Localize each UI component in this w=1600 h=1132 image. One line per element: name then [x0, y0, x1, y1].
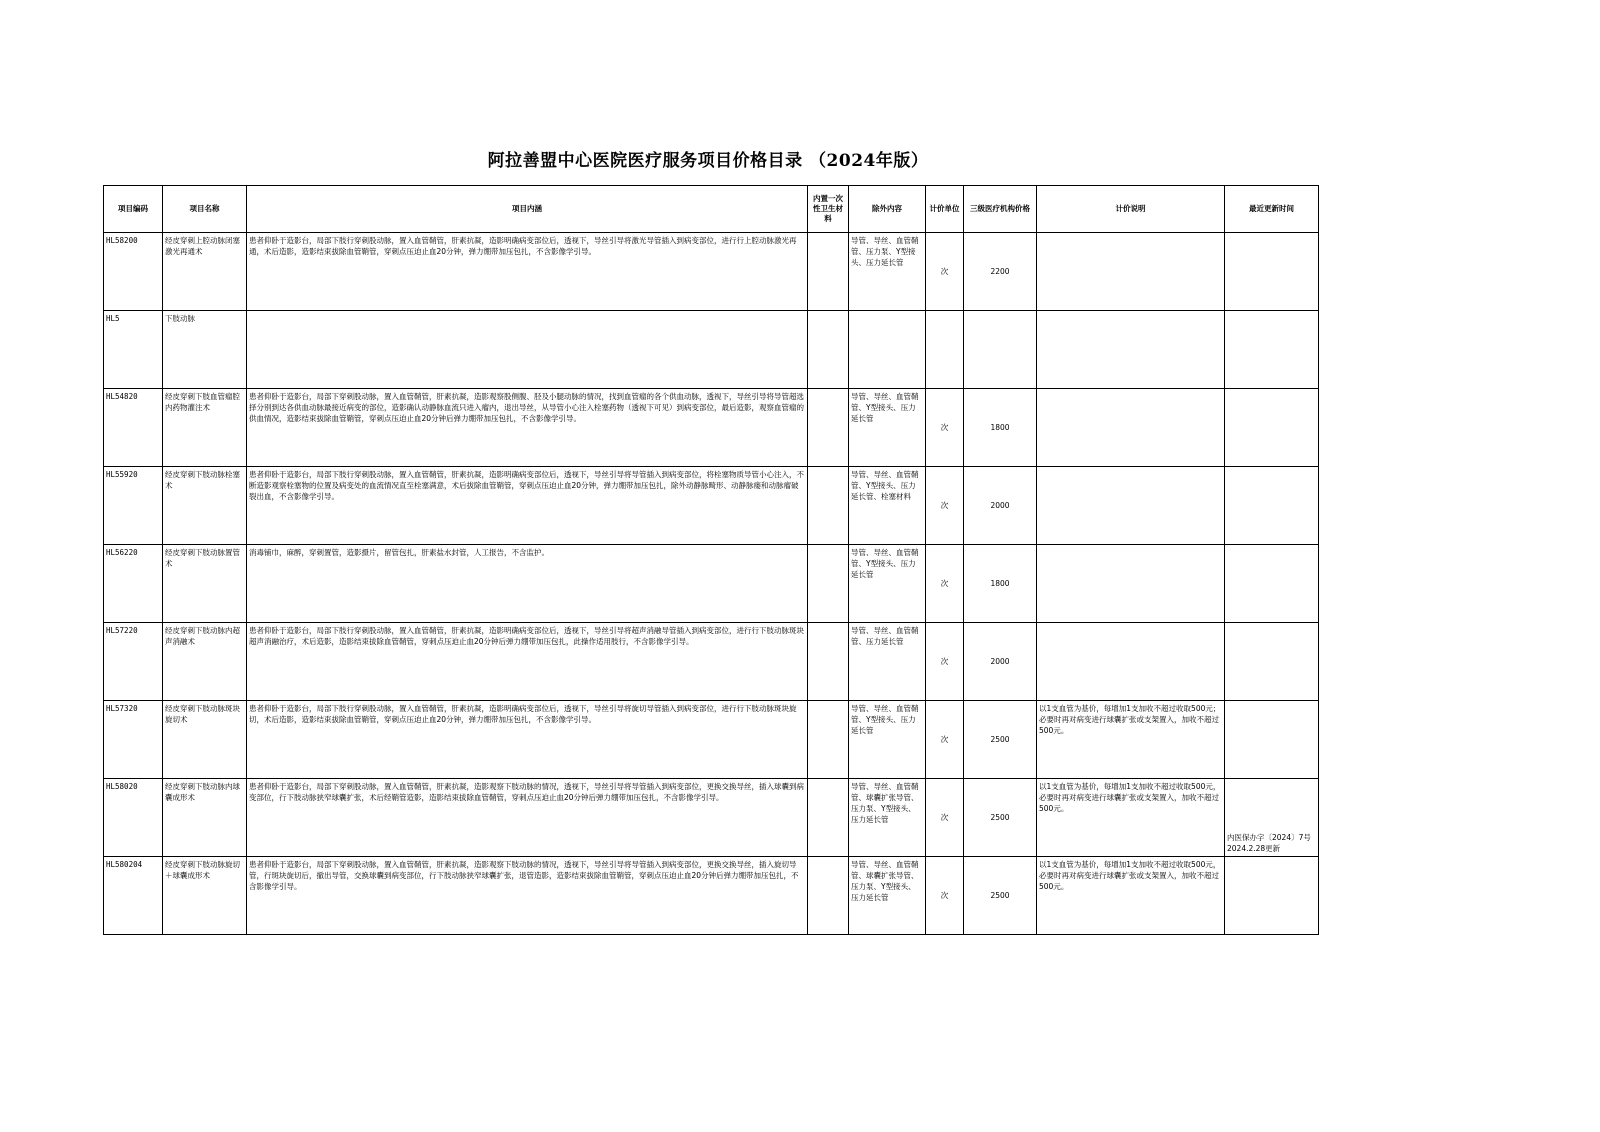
cell-name: 经皮穿刺下肢动脉内超声消融术 [163, 623, 247, 701]
cell-updated [1225, 545, 1319, 623]
cell-content: 患者仰卧于造影台，局部下穿刺股动脉，置入血管鞘管，肝素抗凝，造影观察股侧腹、胫及小腿动脉的情况，找到血管瘤的各个供血动脉，透视下，导丝引导将导管超选择分别到达各供血动脉最接近病变的部位，造影确认动静脉血流只进入瘤内，退出导丝，从导管小心注入栓塞药物（透视下可见）到病变部位，最后造影，观察血管瘤的供血情况，造影结束拔除血管鞘管，穿刺点压迫止血20分钟后弹力绷带加压包扎，不含影像学引导。 [247, 389, 808, 467]
cell-notes [1037, 233, 1225, 311]
cell-name: 经皮穿刺上腔动脉闭塞激光再通术 [163, 233, 247, 311]
table-row [104, 701, 1319, 779]
cell-consumable [808, 623, 849, 701]
cell-excluded [849, 311, 926, 389]
table-row [104, 233, 1319, 311]
cell-notes [1037, 623, 1225, 701]
cell-code: HL580204 [104, 857, 163, 935]
cell-unit: 次 [926, 233, 964, 311]
cell-code: HL57220 [104, 623, 163, 701]
cell-content: 患者仰卧于造影台，局部下肢行穿刺股动脉，置入血管鞘管，肝素抗凝，造影明确病变部位后，透视下，导丝引导将旋切导管插入到病变部位，进行行下肢动脉斑块旋切，术后造影，造影结束拔除血管鞘管，穿刺点压迫止血20分钟，弹力绷带加压包扎，不含影像学引导。 [247, 701, 808, 779]
header-price: 三级医疗机构价格 [964, 186, 1037, 233]
header-row [104, 186, 1319, 233]
cell-content: 患者仰卧于造影台，局部下肢行穿刺股动脉，置入血管鞘管，肝素抗凝，造影明确病变部位后，透视下，导丝引导将导管插入到病变部位，将栓塞物质导管小心注入，不断造影观察栓塞物的位置及病变处的血流情况直至栓塞满意，术后拔除血管鞘管，穿刺点压迫止血20分钟，弹力绷带加压包扎，除外动静脉畸形、动静脉瘘和动脉瘤破裂出血，不含影像学引导。 [247, 467, 808, 545]
cell-consumable [808, 467, 849, 545]
cell-updated [1225, 623, 1319, 701]
table-row [104, 389, 1319, 467]
cell-name: 经皮穿刺下肢动脉内球囊成形术 [163, 779, 247, 857]
cell-excluded: 导管、导丝、血管鞘管、压力泵、Y型接头、压力延长管 [849, 233, 926, 311]
cell-code: HL54820 [104, 389, 163, 467]
cell-price: 2500 [964, 857, 1037, 935]
cell-excluded: 导管、导丝、血管鞘管、Y型接头、压力延长管 [849, 389, 926, 467]
cell-unit: 次 [926, 857, 964, 935]
cell-unit: 次 [926, 389, 964, 467]
cell-notes [1037, 311, 1225, 389]
header-name: 项目名称 [163, 186, 247, 233]
cell-price [964, 311, 1037, 389]
cell-name: 经皮穿刺下肢动脉栓塞术 [163, 467, 247, 545]
cell-excluded: 导管、导丝、血管鞘管、Y型接头、压力延长管 [849, 545, 926, 623]
cell-excluded: 导管、导丝、血管鞘管、Y型接头、压力延长管、栓塞材料 [849, 467, 926, 545]
cell-notes [1037, 545, 1225, 623]
cell-excluded: 导管、导丝、血管鞘管、Y型接头、压力延长管 [849, 701, 926, 779]
header-code: 项目编码 [104, 186, 163, 233]
cell-unit: 次 [926, 779, 964, 857]
cell-name: 经皮穿刺下肢动脉置管术 [163, 545, 247, 623]
cell-consumable [808, 857, 849, 935]
table-row [104, 779, 1319, 857]
cell-updated [1225, 701, 1319, 779]
table-row [104, 545, 1319, 623]
cell-content: 消毒铺巾，麻醉，穿刺置管，造影摄片，留管包扎，肝素盐水封管，人工报告，不含监护。 [247, 545, 808, 623]
cell-code: HL57320 [104, 701, 163, 779]
table-row [104, 857, 1319, 935]
header-content: 项目内涵 [247, 186, 808, 233]
table-row [104, 467, 1319, 545]
cell-code: HL58200 [104, 233, 163, 311]
cell-content: 患者仰卧于造影台，局部下穿刺股动脉，置入血管鞘管，肝素抗凝，造影观察下肢动脉的情况，透视下，导丝引导将导管插入到病变部位，更换交换导丝，插入球囊到病变部位，行下肢动脉狭窄球囊扩张，术后经鞘管造影，造影结束拔除血管鞘管，穿刺点压迫止血20分钟后弹力绷带加压包扎，不含影像学引导。 [247, 779, 808, 857]
header-notes: 计价说明 [1037, 186, 1225, 233]
cell-content: 患者仰卧于造影台，局部下肢行穿刺股动脉，置入血管鞘管，肝素抗凝，造影明确病变部位后，透视下，导丝引导将激光导管插入到病变部位，进行行上腔动脉激光再通，术后造影，造影结束拔除血管鞘管，穿刺点压迫止血20分钟，弹力绷带加压包扎，不含影像学引导。 [247, 233, 808, 311]
cell-consumable [808, 389, 849, 467]
cell-unit: 次 [926, 701, 964, 779]
cell-code: HL55920 [104, 467, 163, 545]
cell-name: 下肢动脉 [163, 311, 247, 389]
cell-price: 2200 [964, 233, 1037, 311]
cell-price: 1800 [964, 545, 1037, 623]
cell-code: HL56220 [104, 545, 163, 623]
header-updated: 最近更新时间 [1225, 186, 1319, 233]
cell-notes [1037, 389, 1225, 467]
price-table [103, 185, 1319, 935]
cell-updated: 内医保办字〔2024〕7号 2024.2.28更新 [1225, 779, 1319, 857]
cell-code: HL5 [104, 311, 163, 389]
cell-unit: 次 [926, 545, 964, 623]
cell-name: 经皮穿刺下肢动脉斑块旋切术 [163, 701, 247, 779]
cell-excluded: 导管、导丝、血管鞘管、球囊扩张导管、压力泵、Y型接头、压力延长管 [849, 779, 926, 857]
header-unit: 计价单位 [926, 186, 964, 233]
cell-unit: 次 [926, 467, 964, 545]
cell-price: 1800 [964, 389, 1037, 467]
cell-price: 2500 [964, 701, 1037, 779]
cell-notes: 以1支血管为基价，每增加1支加收不超过收取500元，必要时再对病变进行球囊扩张或支架置入，加收不超过500元。 [1037, 857, 1225, 935]
table-row [104, 311, 1319, 389]
cell-notes: 以1支血管为基价，每增加1支加收不超过收取500元；必要时再对病变进行球囊扩张或支架置入，加收不超过500元。 [1037, 701, 1225, 779]
cell-notes [1037, 467, 1225, 545]
cell-consumable [808, 545, 849, 623]
header-excluded: 除外内容 [849, 186, 926, 233]
cell-updated [1225, 857, 1319, 935]
table-row [104, 623, 1319, 701]
cell-excluded: 导管、导丝、血管鞘管、压力延长管 [849, 623, 926, 701]
cell-updated [1225, 467, 1319, 545]
cell-consumable [808, 779, 849, 857]
cell-excluded: 导管、导丝、血管鞘管、球囊扩张导管、压力泵、Y型接头、压力延长管 [849, 857, 926, 935]
page-title: 阿拉善盟中心医院医疗服务项目价格目录 （2024年版） [487, 151, 929, 171]
cell-updated [1225, 233, 1319, 311]
cell-code: HL58020 [104, 779, 163, 857]
cell-content: 患者仰卧于造影台，局部下穿刺股动脉，置入血管鞘管，肝素抗凝，造影观察下肢动脉的情况，透视下，导丝引导将导管插入到病变部位，更换交换导丝，插入旋切导管，行斑块旋切后，撤出导管，交换球囊到病变部位，行下肢动脉狭窄球囊扩张，退管造影，造影结束拔除血管鞘管，穿刺点压迫止血20分钟后弹力绷带加压包扎，不含影像学引导。 [247, 857, 808, 935]
cell-unit: 次 [926, 623, 964, 701]
cell-updated [1225, 389, 1319, 467]
cell-price: 2000 [964, 467, 1037, 545]
cell-price: 2500 [964, 779, 1037, 857]
cell-price: 2000 [964, 623, 1037, 701]
cell-consumable [808, 701, 849, 779]
cell-name: 经皮穿刺下肢动脉旋切＋球囊成形术 [163, 857, 247, 935]
cell-consumable [808, 233, 849, 311]
cell-notes: 以1支血管为基价，每增加1支加收不超过收取500元，必要时再对病变进行球囊扩张或支架置入，加收不超过500元。 [1037, 779, 1225, 857]
cell-updated [1225, 311, 1319, 389]
cell-content: 患者仰卧于造影台，局部下肢行穿刺股动脉，置入血管鞘管，肝素抗凝，造影明确病变部位后，透视下，导丝引导将超声消融导管插入到病变部位，进行行下肢动脉斑块超声消融治疗，术后造影，造影结束拔除血管鞘管，穿刺点压迫止血20分钟后弹力绷带加压包扎，此操作适用肢行，不含影像学引导。 [247, 623, 808, 701]
header-consumable: 内置一次性卫生材料 [808, 186, 849, 233]
cell-consumable [808, 311, 849, 389]
cell-unit [926, 311, 964, 389]
cell-content [247, 311, 808, 389]
cell-name: 经皮穿刺下肢血管瘤腔内药物灌注术 [163, 389, 247, 467]
